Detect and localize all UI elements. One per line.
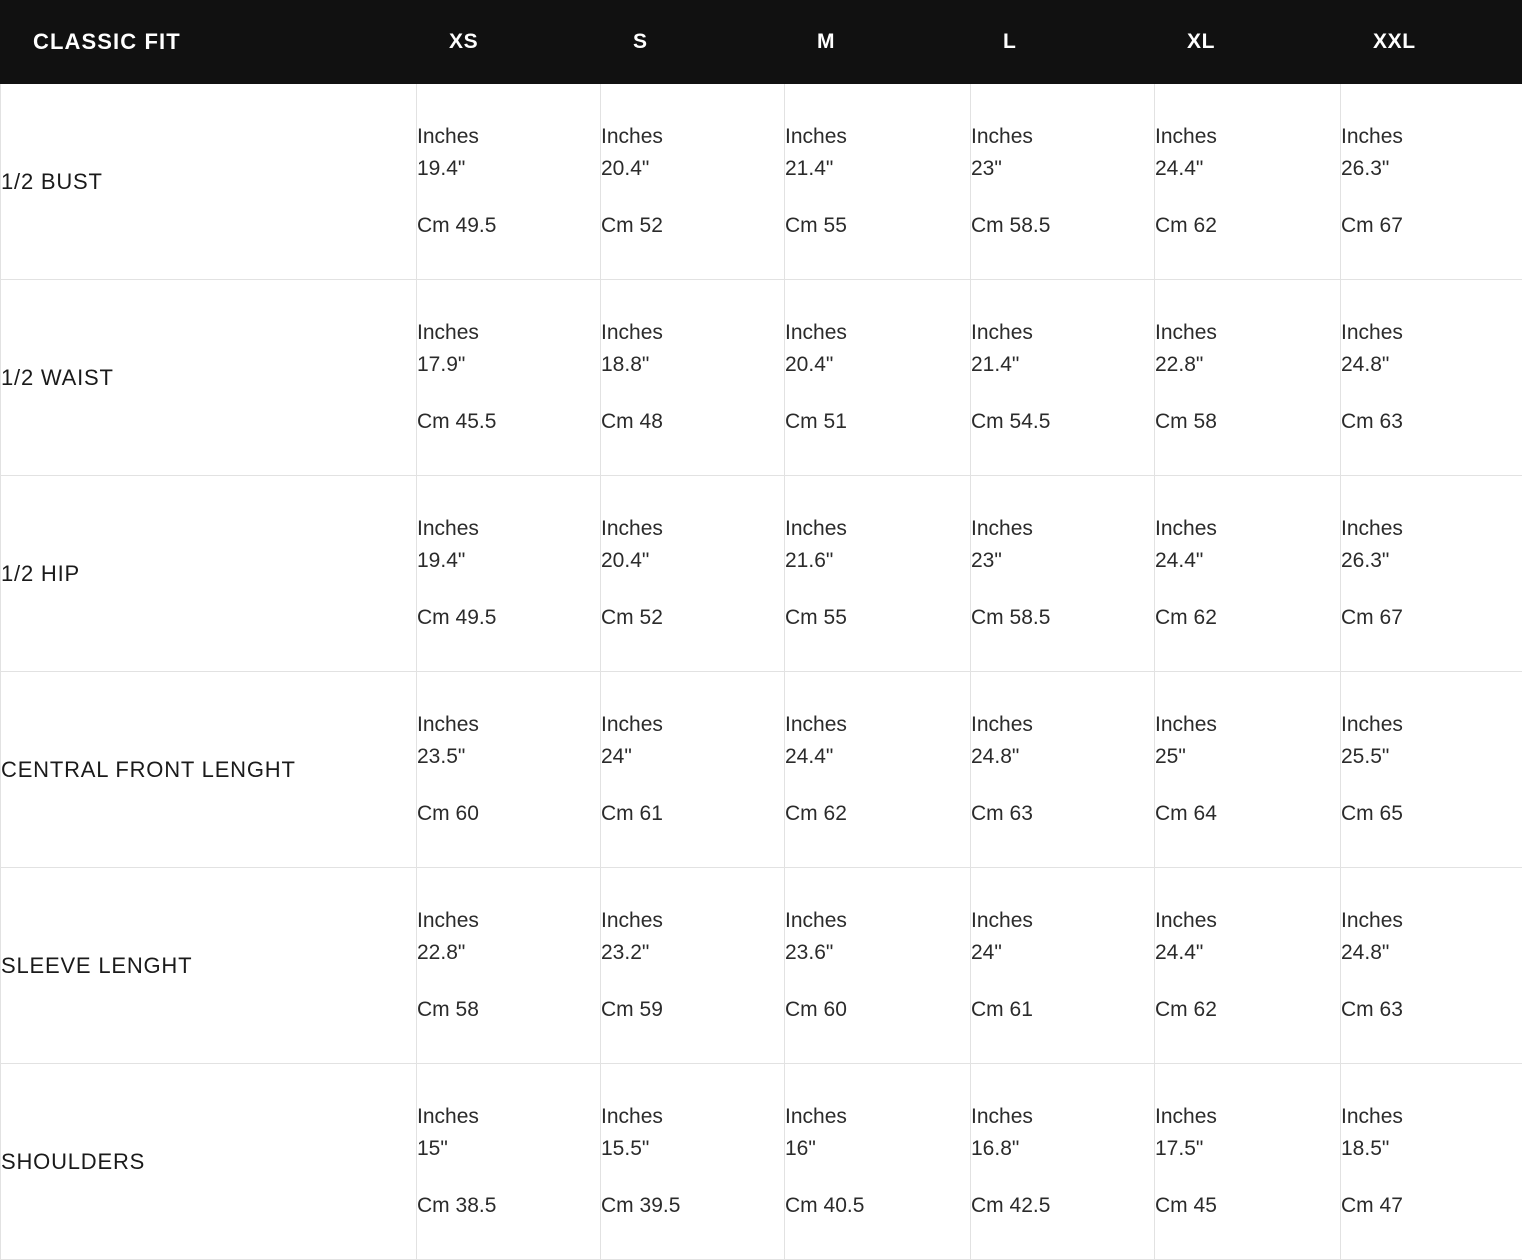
cm-number: 59 xyxy=(640,998,663,1021)
cm-value xyxy=(1155,406,1340,438)
cm-number: 61 xyxy=(640,802,663,825)
measurement-cell xyxy=(1341,84,1522,280)
inches-number: 22.8" xyxy=(1155,349,1340,381)
cm-value xyxy=(1155,798,1340,830)
inches-number: 26.3" xyxy=(1341,545,1522,577)
inches-number: 24.8" xyxy=(1341,937,1522,969)
inches-number: 21.4" xyxy=(971,349,1154,381)
inches-value xyxy=(785,1101,970,1164)
measurement-cell xyxy=(1341,476,1522,672)
inches-number: 24.8" xyxy=(1341,349,1522,381)
cm-value xyxy=(1341,406,1522,438)
cm-number: 58.5 xyxy=(1010,606,1051,629)
unit-label-inches: Inches xyxy=(601,121,784,153)
unit-label-inches: Inches xyxy=(971,905,1154,937)
table-row xyxy=(1,476,1522,672)
cm-value xyxy=(417,406,600,438)
cm-number: 42.5 xyxy=(1010,1194,1051,1217)
measurement-cell xyxy=(785,868,971,1064)
size-column-header-m: M xyxy=(785,1,971,84)
inches-value xyxy=(1341,709,1522,772)
cm-number: 45 xyxy=(1194,1194,1217,1217)
cm-number: 45.5 xyxy=(456,410,497,433)
unit-label-inches: Inches xyxy=(971,121,1154,153)
unit-label-cm: Cm xyxy=(417,998,450,1021)
table-body xyxy=(1,84,1522,1260)
unit-label-inches: Inches xyxy=(1341,905,1522,937)
table-row xyxy=(1,672,1522,868)
inches-value xyxy=(1155,317,1340,380)
cm-number: 58 xyxy=(456,998,479,1021)
unit-label-cm: Cm xyxy=(1341,214,1374,237)
measurement-cell xyxy=(785,672,971,868)
unit-label-inches: Inches xyxy=(1341,317,1522,349)
unit-label-inches: Inches xyxy=(1155,709,1340,741)
inches-value xyxy=(601,905,784,968)
unit-label-cm: Cm xyxy=(1155,998,1188,1021)
cm-value xyxy=(1341,994,1522,1026)
unit-label-inches: Inches xyxy=(1155,905,1340,937)
inches-value xyxy=(1341,121,1522,184)
unit-label-inches: Inches xyxy=(601,317,784,349)
inches-value xyxy=(971,709,1154,772)
inches-number: 25.5" xyxy=(1341,741,1522,773)
unit-label-inches: Inches xyxy=(971,513,1154,545)
unit-label-inches: Inches xyxy=(601,513,784,545)
inches-number: 16.8" xyxy=(971,1133,1154,1165)
measurement-cell xyxy=(1341,672,1522,868)
unit-label-inches: Inches xyxy=(971,709,1154,741)
cm-value xyxy=(1155,602,1340,634)
unit-label-cm: Cm xyxy=(1341,606,1374,629)
cm-number: 58 xyxy=(1194,410,1217,433)
measurement-cell xyxy=(1341,1064,1522,1260)
inches-value xyxy=(417,317,600,380)
unit-label-cm: Cm xyxy=(785,410,818,433)
cm-number: 55 xyxy=(824,214,847,237)
measurement-label: 1/2 HIP xyxy=(1,476,417,672)
unit-label-inches: Inches xyxy=(601,709,784,741)
cm-value xyxy=(785,210,970,242)
measurement-label: SHOULDERS xyxy=(1,1064,417,1260)
cm-value xyxy=(971,994,1154,1026)
unit-label-inches: Inches xyxy=(785,709,970,741)
measurement-cell xyxy=(417,476,601,672)
unit-label-inches: Inches xyxy=(785,121,970,153)
measurement-cell xyxy=(785,280,971,476)
cm-value xyxy=(417,994,600,1026)
unit-label-cm: Cm xyxy=(601,410,634,433)
inches-value xyxy=(971,905,1154,968)
inches-value xyxy=(601,317,784,380)
cm-value xyxy=(601,798,784,830)
cm-value xyxy=(785,602,970,634)
inches-number: 22.8" xyxy=(417,937,600,969)
unit-label-inches: Inches xyxy=(1341,121,1522,153)
unit-label-inches: Inches xyxy=(785,317,970,349)
measurement-cell xyxy=(417,84,601,280)
inches-value xyxy=(1155,709,1340,772)
unit-label-inches: Inches xyxy=(1341,1101,1522,1133)
size-column-header-s: S xyxy=(601,1,785,84)
cm-value xyxy=(1341,1190,1522,1222)
unit-label-cm: Cm xyxy=(971,1194,1004,1217)
inches-number: 24.4" xyxy=(1155,153,1340,185)
cm-number: 62 xyxy=(1194,998,1217,1021)
cm-value xyxy=(785,1190,970,1222)
inches-value xyxy=(971,1101,1154,1164)
cm-value xyxy=(1155,994,1340,1026)
inches-number: 17.5" xyxy=(1155,1133,1340,1165)
measurement-cell xyxy=(601,476,785,672)
inches-value xyxy=(601,1101,784,1164)
unit-label-cm: Cm xyxy=(1341,410,1374,433)
unit-label-cm: Cm xyxy=(1341,998,1374,1021)
unit-label-cm: Cm xyxy=(601,802,634,825)
inches-number: 24.4" xyxy=(785,741,970,773)
unit-label-cm: Cm xyxy=(601,606,634,629)
cm-value xyxy=(417,602,600,634)
measurement-cell xyxy=(971,868,1155,1064)
measurement-cell xyxy=(971,280,1155,476)
inches-number: 19.4" xyxy=(417,545,600,577)
unit-label-inches: Inches xyxy=(1341,513,1522,545)
header-row xyxy=(1,1,1522,84)
cm-number: 40.5 xyxy=(824,1194,865,1217)
unit-label-cm: Cm xyxy=(1155,1194,1188,1217)
unit-label-cm: Cm xyxy=(601,214,634,237)
unit-label-cm: Cm xyxy=(785,1194,818,1217)
unit-label-cm: Cm xyxy=(971,410,1004,433)
inches-number: 23" xyxy=(971,545,1154,577)
unit-label-cm: Cm xyxy=(971,802,1004,825)
measurement-cell xyxy=(1155,1064,1341,1260)
unit-label-cm: Cm xyxy=(417,410,450,433)
inches-value xyxy=(601,709,784,772)
inches-value xyxy=(417,1101,600,1164)
unit-label-inches: Inches xyxy=(971,317,1154,349)
unit-label-cm: Cm xyxy=(417,214,450,237)
measurement-cell xyxy=(971,1064,1155,1260)
cm-value xyxy=(1341,602,1522,634)
measurement-label: SLEEVE LENGHT xyxy=(1,868,417,1064)
cm-value xyxy=(785,406,970,438)
unit-label-cm: Cm xyxy=(1155,606,1188,629)
inches-number: 21.6" xyxy=(785,545,970,577)
cm-number: 63 xyxy=(1380,410,1403,433)
measurement-cell xyxy=(971,476,1155,672)
inches-number: 25" xyxy=(1155,741,1340,773)
table-row xyxy=(1,280,1522,476)
inches-value xyxy=(601,513,784,576)
unit-label-cm: Cm xyxy=(601,998,634,1021)
cm-number: 63 xyxy=(1380,998,1403,1021)
measurement-cell xyxy=(601,868,785,1064)
unit-label-inches: Inches xyxy=(785,513,970,545)
unit-label-inches: Inches xyxy=(417,709,600,741)
cm-value xyxy=(601,602,784,634)
inches-value xyxy=(1155,513,1340,576)
inches-value xyxy=(785,317,970,380)
inches-value xyxy=(785,905,970,968)
measurement-cell xyxy=(1341,280,1522,476)
table-row xyxy=(1,84,1522,280)
measurement-cell xyxy=(785,1064,971,1260)
cm-number: 47 xyxy=(1380,1194,1403,1217)
unit-label-cm: Cm xyxy=(1155,802,1188,825)
cm-number: 38.5 xyxy=(456,1194,497,1217)
inches-value xyxy=(1155,905,1340,968)
measurement-label: CENTRAL FRONT LENGHT xyxy=(1,672,417,868)
unit-label-cm: Cm xyxy=(1155,214,1188,237)
cm-value xyxy=(601,210,784,242)
cm-number: 64 xyxy=(1194,802,1217,825)
inches-value xyxy=(417,709,600,772)
cm-value xyxy=(1155,1190,1340,1222)
inches-number: 20.4" xyxy=(601,545,784,577)
cm-number: 62 xyxy=(1194,214,1217,237)
measurement-cell xyxy=(601,1064,785,1260)
inches-number: 20.4" xyxy=(785,349,970,381)
cm-number: 61 xyxy=(1010,998,1033,1021)
measurement-cell xyxy=(417,672,601,868)
inches-value xyxy=(971,513,1154,576)
measurement-label: 1/2 BUST xyxy=(1,84,417,280)
unit-label-cm: Cm xyxy=(601,1194,634,1217)
inches-number: 24" xyxy=(971,937,1154,969)
unit-label-cm: Cm xyxy=(971,998,1004,1021)
inches-number: 20.4" xyxy=(601,153,784,185)
unit-label-inches: Inches xyxy=(785,1101,970,1133)
inches-value xyxy=(1155,1101,1340,1164)
measurement-cell xyxy=(601,84,785,280)
table-row xyxy=(1,1064,1522,1260)
unit-label-cm: Cm xyxy=(417,606,450,629)
cm-number: 48 xyxy=(640,410,663,433)
cm-value xyxy=(417,1190,600,1222)
measurement-cell xyxy=(785,476,971,672)
inches-value xyxy=(417,513,600,576)
unit-label-cm: Cm xyxy=(785,998,818,1021)
size-column-header-xs: XS xyxy=(417,1,601,84)
measurement-cell xyxy=(1155,868,1341,1064)
cm-number: 52 xyxy=(640,214,663,237)
cm-value xyxy=(971,602,1154,634)
inches-value xyxy=(1155,121,1340,184)
cm-value xyxy=(971,1190,1154,1222)
measurement-cell xyxy=(417,1064,601,1260)
measurement-label: 1/2 WAIST xyxy=(1,280,417,476)
cm-value xyxy=(417,798,600,830)
inches-value xyxy=(785,709,970,772)
cm-number: 39.5 xyxy=(640,1194,681,1217)
inches-number: 16" xyxy=(785,1133,970,1165)
cm-number: 55 xyxy=(824,606,847,629)
cm-value xyxy=(601,1190,784,1222)
cm-value xyxy=(971,798,1154,830)
inches-number: 24.8" xyxy=(971,741,1154,773)
size-column-header-xxl: XXL xyxy=(1341,1,1522,84)
unit-label-inches: Inches xyxy=(785,905,970,937)
cm-value xyxy=(417,210,600,242)
inches-value xyxy=(785,121,970,184)
cm-value xyxy=(1341,798,1522,830)
cm-number: 67 xyxy=(1380,606,1403,629)
unit-label-cm: Cm xyxy=(417,1194,450,1217)
unit-label-cm: Cm xyxy=(971,606,1004,629)
measurement-cell xyxy=(417,280,601,476)
unit-label-cm: Cm xyxy=(417,802,450,825)
unit-label-inches: Inches xyxy=(971,1101,1154,1133)
cm-number: 49.5 xyxy=(456,214,497,237)
unit-label-cm: Cm xyxy=(971,214,1004,237)
inches-value xyxy=(601,121,784,184)
unit-label-cm: Cm xyxy=(1155,410,1188,433)
cm-number: 67 xyxy=(1380,214,1403,237)
cm-number: 65 xyxy=(1380,802,1403,825)
measurement-cell xyxy=(971,84,1155,280)
measurement-cell xyxy=(1155,672,1341,868)
measurement-cell xyxy=(1341,868,1522,1064)
cm-value xyxy=(601,994,784,1026)
unit-label-cm: Cm xyxy=(785,802,818,825)
inches-value xyxy=(417,905,600,968)
cm-number: 58.5 xyxy=(1010,214,1051,237)
cm-value xyxy=(785,798,970,830)
cm-number: 63 xyxy=(1010,802,1033,825)
unit-label-cm: Cm xyxy=(785,606,818,629)
unit-label-inches: Inches xyxy=(601,905,784,937)
measurement-cell xyxy=(601,672,785,868)
unit-label-inches: Inches xyxy=(1155,513,1340,545)
cm-value xyxy=(971,210,1154,242)
measurement-cell xyxy=(1155,280,1341,476)
cm-number: 60 xyxy=(824,998,847,1021)
measurement-cell xyxy=(1155,84,1341,280)
inches-value xyxy=(971,317,1154,380)
inches-number: 23.5" xyxy=(417,741,600,773)
cm-value xyxy=(1341,210,1522,242)
unit-label-inches: Inches xyxy=(1341,709,1522,741)
cm-value xyxy=(1155,210,1340,242)
inches-number: 18.5" xyxy=(1341,1133,1522,1165)
unit-label-inches: Inches xyxy=(417,121,600,153)
unit-label-inches: Inches xyxy=(417,905,600,937)
table-row xyxy=(1,868,1522,1064)
inches-value xyxy=(417,121,600,184)
cm-number: 60 xyxy=(456,802,479,825)
unit-label-inches: Inches xyxy=(417,317,600,349)
inches-number: 24.4" xyxy=(1155,937,1340,969)
cm-number: 51 xyxy=(824,410,847,433)
unit-label-inches: Inches xyxy=(1155,121,1340,153)
unit-label-inches: Inches xyxy=(1155,317,1340,349)
size-column-header-xl: XL xyxy=(1155,1,1341,84)
inches-value xyxy=(1341,317,1522,380)
inches-value xyxy=(1341,513,1522,576)
measurement-cell xyxy=(785,84,971,280)
measurement-cell xyxy=(601,280,785,476)
unit-label-cm: Cm xyxy=(1341,802,1374,825)
unit-label-inches: Inches xyxy=(1155,1101,1340,1133)
cm-value xyxy=(971,406,1154,438)
inches-number: 24" xyxy=(601,741,784,773)
cm-number: 49.5 xyxy=(456,606,497,629)
size-column-header-l: L xyxy=(971,1,1155,84)
inches-number: 23" xyxy=(971,153,1154,185)
inches-number: 24.4" xyxy=(1155,545,1340,577)
unit-label-inches: Inches xyxy=(417,513,600,545)
cm-number: 52 xyxy=(640,606,663,629)
cm-number: 62 xyxy=(824,802,847,825)
inches-value xyxy=(785,513,970,576)
measurement-cell xyxy=(417,868,601,1064)
inches-value xyxy=(1341,1101,1522,1164)
measurement-cell xyxy=(971,672,1155,868)
inches-number: 23.6" xyxy=(785,937,970,969)
unit-label-inches: Inches xyxy=(601,1101,784,1133)
inches-number: 17.9" xyxy=(417,349,600,381)
inches-number: 15.5" xyxy=(601,1133,784,1165)
table-header xyxy=(1,1,1522,84)
cm-number: 62 xyxy=(1194,606,1217,629)
inches-number: 23.2" xyxy=(601,937,784,969)
inches-value xyxy=(1341,905,1522,968)
unit-label-cm: Cm xyxy=(1341,1194,1374,1217)
inches-number: 26.3" xyxy=(1341,153,1522,185)
inches-number: 21.4" xyxy=(785,153,970,185)
inches-number: 15" xyxy=(417,1133,600,1165)
inches-number: 18.8" xyxy=(601,349,784,381)
fit-type-heading: CLASSIC FIT xyxy=(1,1,417,84)
measurement-cell xyxy=(1155,476,1341,672)
unit-label-inches: Inches xyxy=(417,1101,600,1133)
cm-value xyxy=(785,994,970,1026)
unit-label-cm: Cm xyxy=(785,214,818,237)
cm-number: 54.5 xyxy=(1010,410,1051,433)
cm-value xyxy=(601,406,784,438)
inches-number: 19.4" xyxy=(417,153,600,185)
inches-value xyxy=(971,121,1154,184)
